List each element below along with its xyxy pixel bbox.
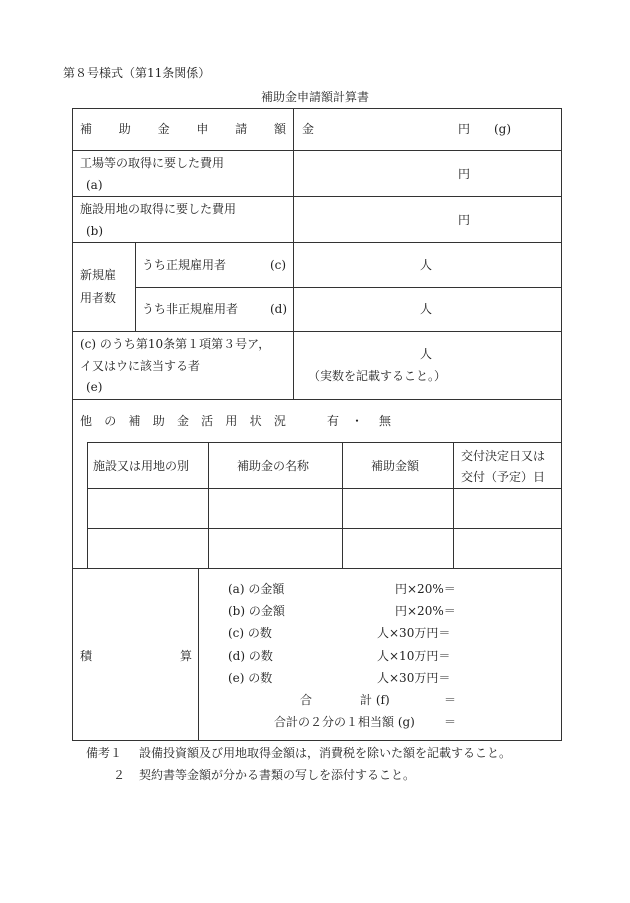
subtable-header-subsidy-name: 補助金の名称	[237, 459, 310, 473]
factory-cost-input[interactable]	[300, 156, 555, 190]
calc-line-b-label: (b) の金額	[228, 604, 285, 618]
subtable-row1-name-cell[interactable]	[210, 490, 341, 527]
regular-employees-code: (c)	[270, 258, 287, 272]
form-number: 第８号様式（第11条関係）	[63, 66, 211, 80]
nonregular-employees-label: うち非正規雇用者	[142, 302, 239, 316]
subtable-row2-facility-cell[interactable]	[89, 530, 207, 567]
factory-cost-unit: 円	[458, 167, 471, 181]
calc-total-left: 合	[300, 693, 313, 707]
remarks-number-2: ２	[113, 768, 126, 782]
land-cost-code: (b)	[86, 224, 104, 238]
subtable-row2-date-cell[interactable]	[455, 530, 560, 567]
applicable-persons-note: （実数を記載すること。）	[308, 369, 447, 383]
subtable-row1-amount-cell[interactable]	[344, 490, 452, 527]
regular-employees-unit: 人	[420, 258, 433, 272]
applicable-persons-label-line1: (c) のうち第10条第１項第３号ア，	[80, 337, 271, 351]
subtable-header-subsidy-amount: 補助金額	[371, 459, 420, 473]
page-title: 補助金申請額計算書	[261, 90, 370, 104]
calc-line-b-formula: 円×20%＝	[395, 604, 456, 618]
applicable-persons-label-line2: イ又はウに該当する者	[80, 359, 201, 373]
nonregular-employees-code: (d)	[270, 302, 288, 316]
calculation-label-right: 算	[180, 649, 193, 663]
applicable-persons-code: (e)	[86, 380, 103, 394]
subtable-header-decision-line2: 交付（予定）日	[461, 470, 546, 484]
subtable-header-facility-or-land: 施設又は用地の別	[93, 459, 190, 473]
remarks-label: 備考１	[86, 746, 123, 760]
remarks-note-2: 契約書等金額が分かる書類の写しを添付すること。	[139, 768, 416, 782]
applicable-persons-input[interactable]	[300, 337, 555, 393]
calc-line-e-label: (e) の数	[228, 671, 273, 685]
subsidy-amount-input[interactable]	[300, 114, 555, 144]
subtable-row1-date-cell[interactable]	[455, 490, 560, 527]
applicable-persons-unit: 人	[420, 347, 433, 361]
other-subsidy-no-option[interactable]: 無	[379, 414, 392, 428]
calc-line-c-formula: 人×30万円＝	[377, 626, 451, 640]
subsidy-amount-label: 補 助 金 申 請 額	[80, 122, 286, 136]
other-subsidy-label: 他 の 補 助 金 活 用 状 況	[80, 414, 286, 428]
calc-line-e-formula: 人×30万円＝	[377, 671, 451, 685]
calc-half-eq: ＝	[444, 715, 457, 729]
calc-half-label: 合計の２分の１相当額 (g)	[274, 715, 415, 729]
land-cost-unit: 円	[458, 213, 471, 227]
land-cost-input[interactable]	[300, 202, 555, 236]
new-employees-label-line2: 用者数	[80, 291, 117, 305]
subtable-header-decision-line1: 交付決定日又は	[461, 449, 546, 463]
other-subsidy-yes-option[interactable]: 有	[327, 414, 340, 428]
remarks-note-1: 設備投資額及び用地取得金額は，消費税を除いた額を記載すること。	[139, 746, 512, 760]
nonregular-employees-unit: 人	[420, 302, 433, 316]
calc-line-c-label: (c) の数	[228, 626, 272, 640]
land-cost-label: 施設用地の取得に要した費用	[80, 202, 237, 216]
subsidy-amount-unit: 円	[458, 122, 471, 136]
calc-total-eq: ＝	[444, 693, 457, 707]
calculation-label-left: 積	[80, 649, 93, 663]
calc-line-a-formula: 円×20%＝	[395, 582, 456, 596]
calc-line-d-label: (d) の数	[228, 649, 273, 663]
factory-cost-label: 工場等の取得に要した費用	[80, 156, 225, 170]
subtable-row1-facility-cell[interactable]	[89, 490, 207, 527]
subtable-row2-amount-cell[interactable]	[344, 530, 452, 567]
subtable-row2-name-cell[interactable]	[210, 530, 341, 567]
subsidy-amount-prefix: 金	[302, 122, 315, 136]
regular-employees-label: うち正規雇用者	[142, 258, 227, 272]
subsidy-amount-code: (g)	[494, 122, 512, 136]
new-employees-label-line1: 新規雇	[80, 268, 117, 282]
other-subsidy-separator: ・	[351, 414, 364, 428]
factory-cost-code: (a)	[86, 178, 103, 192]
calc-line-a-label: (a) の金額	[228, 582, 285, 596]
calc-total-right: 計 (f)	[360, 693, 390, 707]
calc-line-d-formula: 人×10万円＝	[377, 649, 451, 663]
